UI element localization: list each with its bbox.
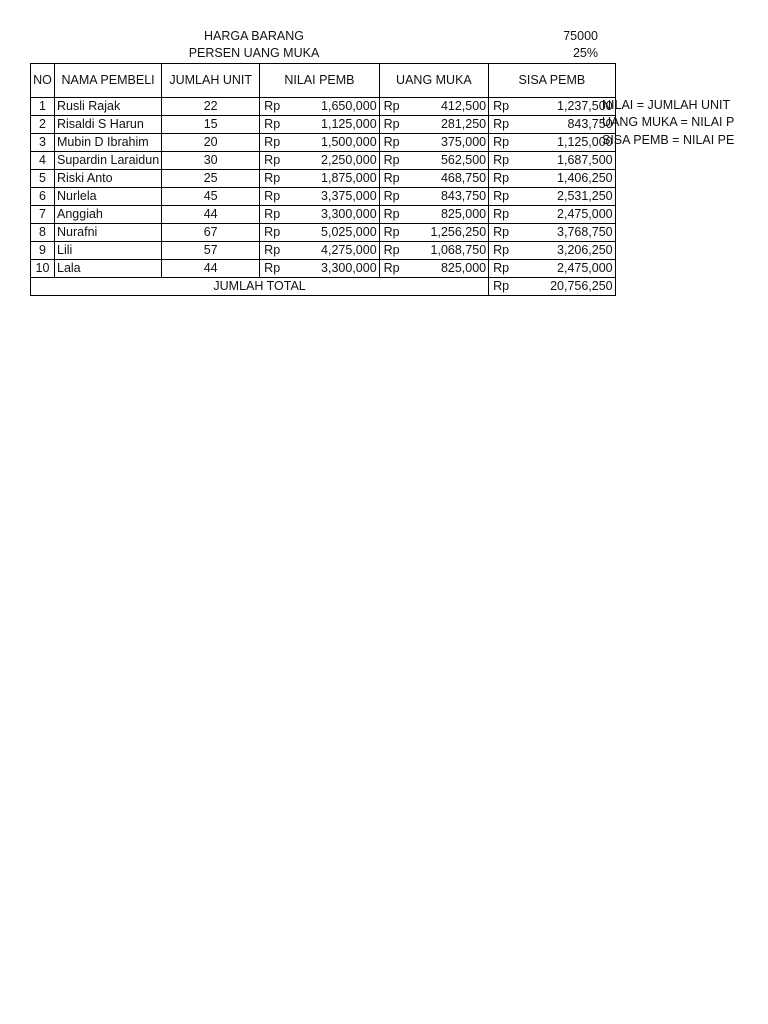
down-payment-cell[interactable]: 562,500 bbox=[402, 152, 489, 170]
row-number-cell[interactable]: 7 bbox=[31, 206, 55, 224]
buyer-name-cell[interactable]: Mubin D Ibrahim bbox=[55, 134, 162, 152]
buyer-name-cell[interactable]: Anggiah bbox=[55, 206, 162, 224]
purchase-value-cell[interactable]: 3,300,000 bbox=[282, 206, 379, 224]
currency-cell[interactable]: Rp bbox=[379, 116, 401, 134]
row-number-cell[interactable]: 9 bbox=[31, 242, 55, 260]
unit-count-cell[interactable]: 22 bbox=[162, 98, 260, 116]
remaining-payment-cell[interactable]: 2,475,000 bbox=[511, 206, 615, 224]
unit-count-cell[interactable]: 67 bbox=[162, 224, 260, 242]
total-label-cell[interactable]: JUMLAH TOTAL bbox=[31, 278, 489, 296]
currency-cell[interactable]: Rp bbox=[489, 188, 511, 206]
purchase-value-cell[interactable]: 3,375,000 bbox=[282, 188, 379, 206]
currency-cell[interactable]: Rp bbox=[379, 188, 401, 206]
table-row bbox=[31, 242, 616, 260]
table-row bbox=[31, 206, 616, 224]
purchase-value-cell[interactable]: 3,300,000 bbox=[282, 260, 379, 278]
currency-cell[interactable]: Rp bbox=[260, 206, 282, 224]
row-number-cell[interactable]: 4 bbox=[31, 152, 55, 170]
unit-count-cell[interactable]: 44 bbox=[162, 260, 260, 278]
table-row bbox=[31, 224, 616, 242]
currency-cell[interactable]: Rp bbox=[260, 260, 282, 278]
remaining-payment-cell[interactable]: 3,768,750 bbox=[511, 224, 615, 242]
buyer-name-cell[interactable]: Lala bbox=[55, 260, 162, 278]
remaining-payment-cell[interactable]: 2,531,250 bbox=[511, 188, 615, 206]
purchase-value-cell[interactable]: 1,650,000 bbox=[282, 98, 379, 116]
formula-note[interactable]: NILAI = JUMLAH UNIT bbox=[602, 98, 731, 112]
currency-cell[interactable]: Rp bbox=[260, 224, 282, 242]
purchase-value-cell[interactable]: 1,500,000 bbox=[282, 134, 379, 152]
currency-cell[interactable]: Rp bbox=[489, 134, 511, 152]
down-payment-cell[interactable]: 1,256,250 bbox=[402, 224, 489, 242]
currency-cell[interactable]: Rp bbox=[379, 134, 401, 152]
currency-cell[interactable]: Rp bbox=[489, 170, 511, 188]
unit-count-cell[interactable]: 20 bbox=[162, 134, 260, 152]
currency-cell[interactable]: Rp bbox=[379, 260, 401, 278]
buyer-name-cell[interactable]: Supardin Laraidun bbox=[55, 152, 162, 170]
unit-count-cell[interactable]: 57 bbox=[162, 242, 260, 260]
column-header-no[interactable]: NO bbox=[31, 64, 55, 98]
table-row bbox=[31, 98, 616, 116]
price-label: HARGA BARANG bbox=[203, 29, 305, 43]
row-number-cell[interactable]: 1 bbox=[31, 98, 55, 116]
unit-count-cell[interactable]: 15 bbox=[162, 116, 260, 134]
down-payment-cell[interactable]: 843,750 bbox=[402, 188, 489, 206]
unit-count-cell[interactable]: 25 bbox=[162, 170, 260, 188]
column-header-down-payment[interactable]: UANG MUKA bbox=[379, 64, 488, 98]
currency-cell[interactable]: Rp bbox=[489, 278, 511, 296]
currency-cell[interactable]: Rp bbox=[260, 188, 282, 206]
currency-cell[interactable]: Rp bbox=[379, 152, 401, 170]
total-row bbox=[31, 278, 616, 296]
remaining-payment-cell[interactable]: 1,406,250 bbox=[511, 170, 615, 188]
buyer-name-cell[interactable]: Riski Anto bbox=[55, 170, 162, 188]
table-row bbox=[31, 170, 616, 188]
currency-cell[interactable]: Rp bbox=[260, 170, 282, 188]
currency-cell[interactable]: Rp bbox=[489, 260, 511, 278]
down-payment-cell[interactable]: 375,000 bbox=[402, 134, 489, 152]
buyer-name-cell[interactable]: Nurafni bbox=[55, 224, 162, 242]
column-header-value[interactable]: NILAI PEMB bbox=[260, 64, 379, 98]
purchase-value-cell[interactable]: 1,875,000 bbox=[282, 170, 379, 188]
currency-cell[interactable]: Rp bbox=[260, 98, 282, 116]
table-row bbox=[31, 116, 616, 134]
unit-count-cell[interactable]: 44 bbox=[162, 206, 260, 224]
remaining-payment-cell[interactable]: 3,206,250 bbox=[511, 242, 615, 260]
row-number-cell[interactable]: 5 bbox=[31, 170, 55, 188]
total-value-cell[interactable]: 20,756,250 bbox=[511, 278, 615, 296]
down-payment-percent-value[interactable]: 25% bbox=[572, 46, 598, 60]
down-payment-cell[interactable]: 825,000 bbox=[402, 260, 489, 278]
currency-cell[interactable]: Rp bbox=[489, 116, 511, 134]
purchase-value-cell[interactable]: 1,125,000 bbox=[282, 116, 379, 134]
down-payment-cell[interactable]: 825,000 bbox=[402, 206, 489, 224]
table-row bbox=[31, 134, 616, 152]
currency-cell[interactable]: Rp bbox=[379, 98, 401, 116]
remaining-payment-cell[interactable]: 1,687,500 bbox=[511, 152, 615, 170]
column-header-units[interactable]: JUMLAH UNIT bbox=[162, 64, 260, 98]
table-row bbox=[31, 188, 616, 206]
purchase-value-cell[interactable]: 2,250,000 bbox=[282, 152, 379, 170]
buyer-name-cell[interactable]: Lili bbox=[55, 242, 162, 260]
buyer-name-cell[interactable]: Nurlela bbox=[55, 188, 162, 206]
remaining-payment-cell[interactable]: 843,750 bbox=[511, 116, 615, 134]
price-value[interactable]: 75000 bbox=[563, 29, 598, 43]
formula-note[interactable]: UANG MUKA = NILAI P bbox=[602, 115, 735, 130]
purchase-value-cell[interactable]: 4,275,000 bbox=[282, 242, 379, 260]
buyer-name-cell[interactable]: Rusli Rajak bbox=[55, 98, 162, 116]
column-header-remaining[interactable]: SISA PEMB bbox=[489, 64, 615, 98]
currency-cell[interactable]: Rp bbox=[260, 242, 282, 260]
table-row bbox=[31, 260, 616, 278]
table-row bbox=[31, 152, 616, 170]
currency-cell[interactable]: Rp bbox=[489, 242, 511, 260]
column-header-name[interactable]: NAMA PEMBELI bbox=[55, 64, 162, 98]
currency-cell[interactable]: Rp bbox=[489, 98, 511, 116]
remaining-payment-cell[interactable]: 1,237,500 bbox=[511, 98, 615, 116]
row-number-cell[interactable]: 2 bbox=[31, 116, 55, 134]
down-payment-cell[interactable]: 468,750 bbox=[402, 170, 489, 188]
currency-cell[interactable]: Rp bbox=[260, 152, 282, 170]
remaining-payment-cell[interactable]: 1,125,000 bbox=[511, 134, 615, 152]
currency-cell[interactable]: Rp bbox=[260, 116, 282, 134]
unit-count-cell[interactable]: 45 bbox=[162, 188, 260, 206]
remaining-payment-cell[interactable]: 2,475,000 bbox=[511, 260, 615, 278]
table-header-row bbox=[31, 64, 616, 98]
down-payment-cell[interactable]: 412,500 bbox=[402, 98, 489, 116]
currency-cell[interactable]: Rp bbox=[260, 134, 282, 152]
currency-cell[interactable]: Rp bbox=[489, 206, 511, 224]
row-number-cell[interactable]: 8 bbox=[31, 224, 55, 242]
currency-cell[interactable]: Rp bbox=[489, 224, 511, 242]
down-payment-cell[interactable]: 1,068,750 bbox=[402, 242, 489, 260]
row-number-cell[interactable]: 6 bbox=[31, 188, 55, 206]
currency-cell[interactable]: Rp bbox=[379, 170, 401, 188]
down-payment-percent-label: PERSEN UANG MUKA bbox=[188, 46, 320, 60]
currency-cell[interactable]: Rp bbox=[379, 224, 401, 242]
purchase-value-cell[interactable]: 5,025,000 bbox=[282, 224, 379, 242]
row-number-cell[interactable]: 3 bbox=[31, 134, 55, 152]
currency-cell[interactable]: Rp bbox=[489, 152, 511, 170]
formula-notes bbox=[602, 97, 768, 149]
down-payment-cell[interactable]: 281,250 bbox=[402, 116, 489, 134]
row-number-cell[interactable]: 10 bbox=[31, 260, 55, 278]
formula-note[interactable]: SISA PEMB = NILAI PE bbox=[602, 132, 735, 147]
currency-cell[interactable]: Rp bbox=[379, 206, 401, 224]
purchase-table bbox=[30, 63, 616, 296]
currency-cell[interactable]: Rp bbox=[379, 242, 401, 260]
unit-count-cell[interactable]: 30 bbox=[162, 152, 260, 170]
buyer-name-cell[interactable]: Risaldi S Harun bbox=[55, 116, 162, 134]
